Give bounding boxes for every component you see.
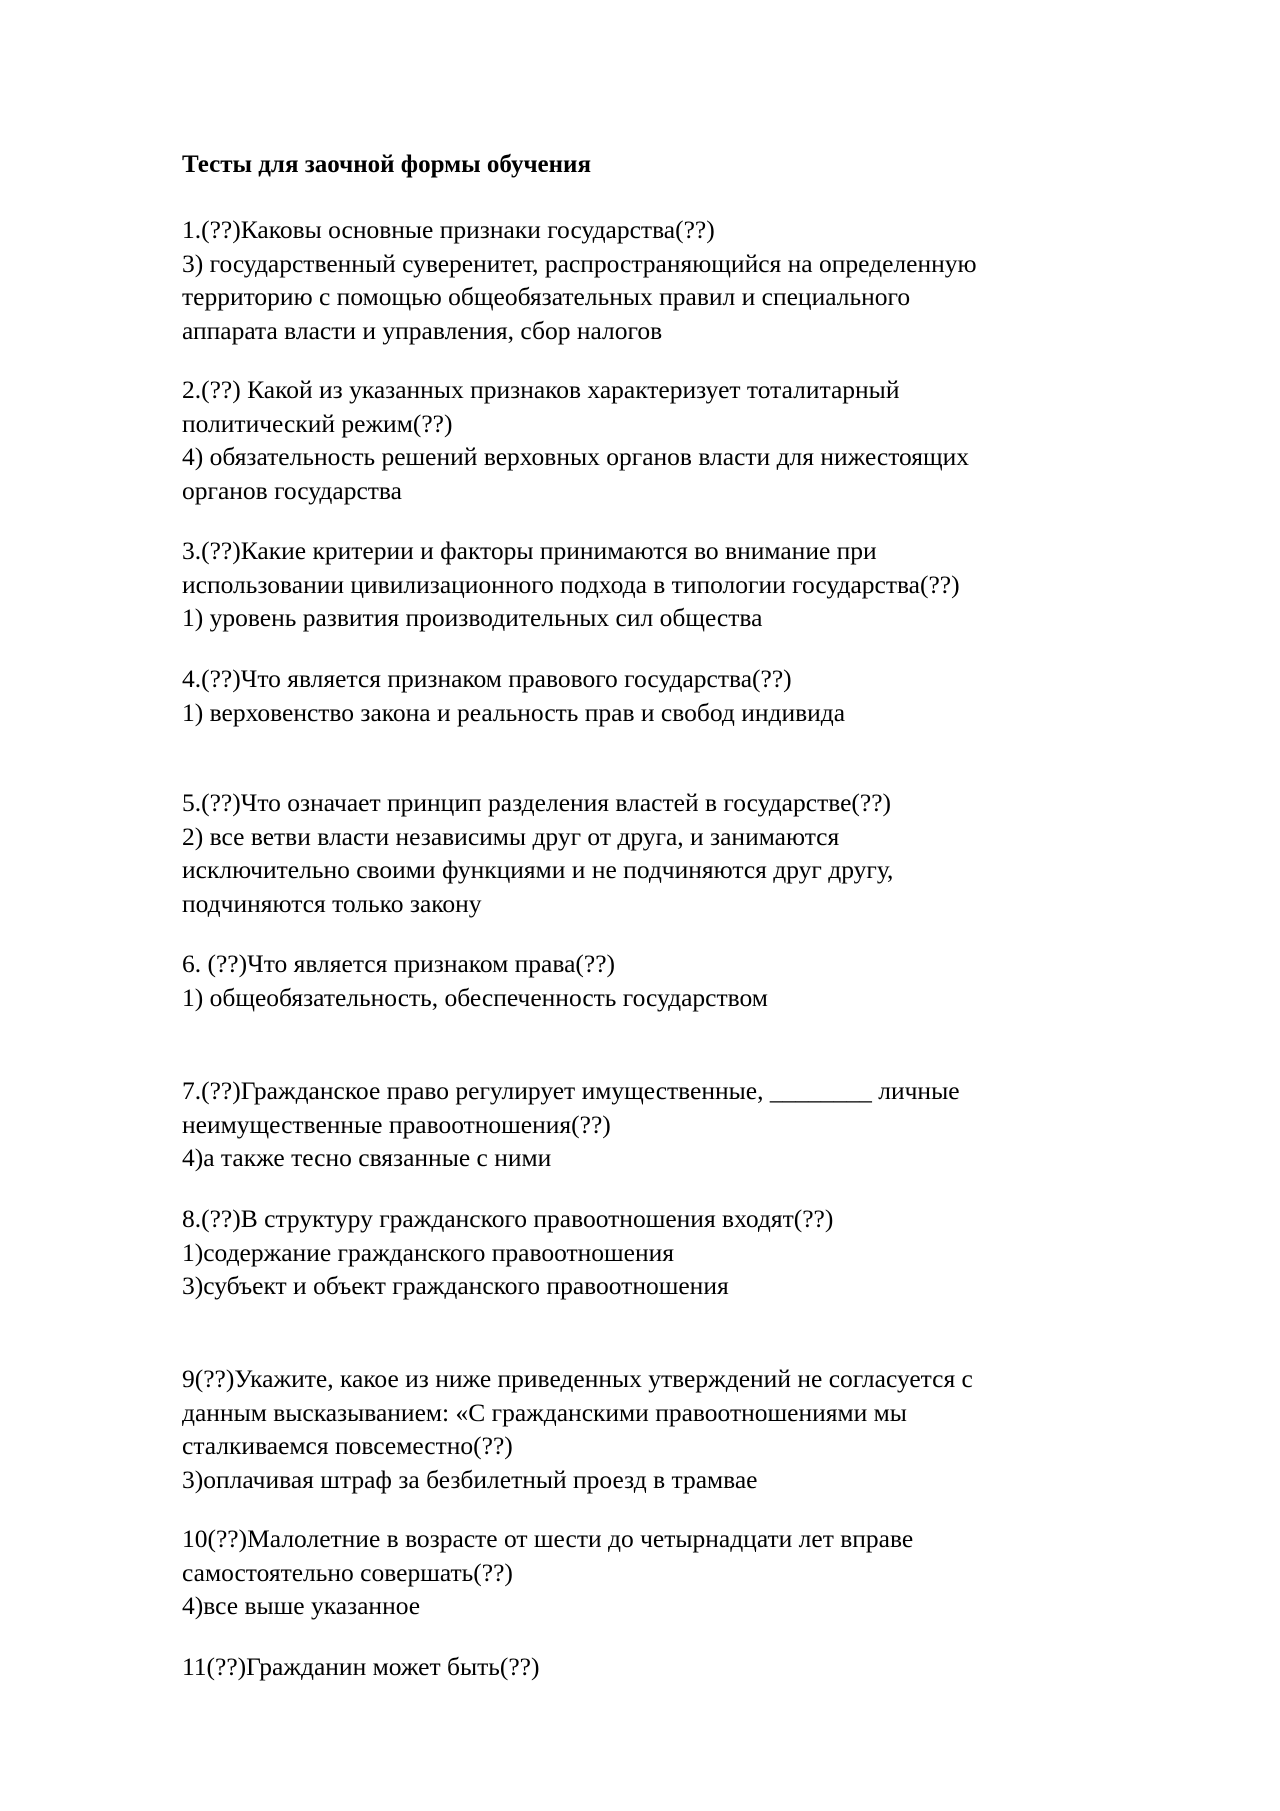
question-5: [182, 786, 1182, 920]
question-10: [182, 1522, 1182, 1623]
answer-line: аппарата власти и управления, сбор налогов: [182, 315, 663, 345]
question-2: [182, 373, 1182, 507]
answer-line: 3) государственный суверенитет, распространяющийся на определенную: [182, 248, 977, 278]
question-line: 7.(??)Гражданское право регулирует имущественные, ________ личные: [182, 1076, 960, 1105]
question-line: 5.(??)Что означает принцип разделения властей в государстве(??): [182, 788, 892, 817]
question-line: данным высказыванием: «С гражданскими правоотношениями мы: [182, 1397, 907, 1427]
question-6: [182, 947, 1182, 1014]
question-line: сталкиваемся повсеместно(??): [182, 1431, 513, 1460]
question-8: [182, 1202, 1182, 1303]
question-4: [182, 662, 1182, 729]
answer-line: 4)а также тесно связанные с ними: [182, 1143, 552, 1172]
answer-line: исключительно своими функциями и не подчиняются друг другу,: [182, 855, 894, 884]
question-line: самостоятельно совершать(??): [182, 1557, 513, 1587]
question-line: 2.(??) Какой из указанных признаков характеризует тоталитарный: [182, 375, 900, 404]
question-line: 3.(??)Какие критерии и факторы принимаются во внимание при: [182, 536, 877, 565]
question-line: 4.(??)Что является признаком правового государства(??): [182, 664, 792, 693]
answer-line: 1) общеобязательность, обеспеченность государством: [182, 982, 768, 1012]
question-line: использовании цивилизационного подхода в типологии государства(??): [182, 569, 960, 599]
question-line: 10(??)Малолетние в возрасте от шести до четырнадцати лет вправе: [182, 1524, 914, 1553]
question-7: [182, 1074, 1182, 1175]
question-line: 9(??)Укажите, какое из ниже приведенных утверждений не согласуется с: [182, 1364, 973, 1393]
answer-line: 4)все выше указанное: [182, 1591, 421, 1620]
answer-line: территорию с помощью общеобязательных правил и специального: [182, 282, 911, 311]
question-11: [182, 1650, 1182, 1684]
answer-line: органов государства: [182, 475, 402, 505]
question-1: [182, 213, 1182, 347]
question-line: 8.(??)В структуру гражданского правоотношения входят(??): [182, 1204, 834, 1233]
question-line: политический режим(??): [182, 408, 453, 438]
answer-line: 4) обязательность решений верховных органов власти для нижестоящих: [182, 442, 970, 471]
answer-line: 3)оплачивая штраф за безбилетный проезд в трамвае: [182, 1464, 758, 1494]
question-line: 6. (??)Что является признаком права(??): [182, 949, 616, 978]
answer-line: 2) все ветви власти независимы друг от друга, и занимаются: [182, 821, 840, 851]
answer-line: 1)содержание гражданского правоотношения: [182, 1237, 674, 1267]
question-3: [182, 534, 1182, 635]
question-line: 11(??)Гражданин может быть(??): [182, 1652, 540, 1681]
question-line: неимущественные правоотношения(??): [182, 1109, 611, 1139]
question-line: 1.(??)Каковы основные признаки государства(??): [182, 215, 715, 244]
answer-line: 3)субъект и объект гражданского правоотношения: [182, 1271, 729, 1300]
answer-line: подчиняются только закону: [182, 888, 482, 918]
question-9: [182, 1362, 1182, 1496]
answer-line: 1) верховенство закона и реальность прав и свобод индивида: [182, 697, 846, 727]
document-title: Тесты для заочной формы обучения: [182, 151, 591, 178]
answer-line: 1) уровень развития производительных сил общества: [182, 603, 763, 632]
